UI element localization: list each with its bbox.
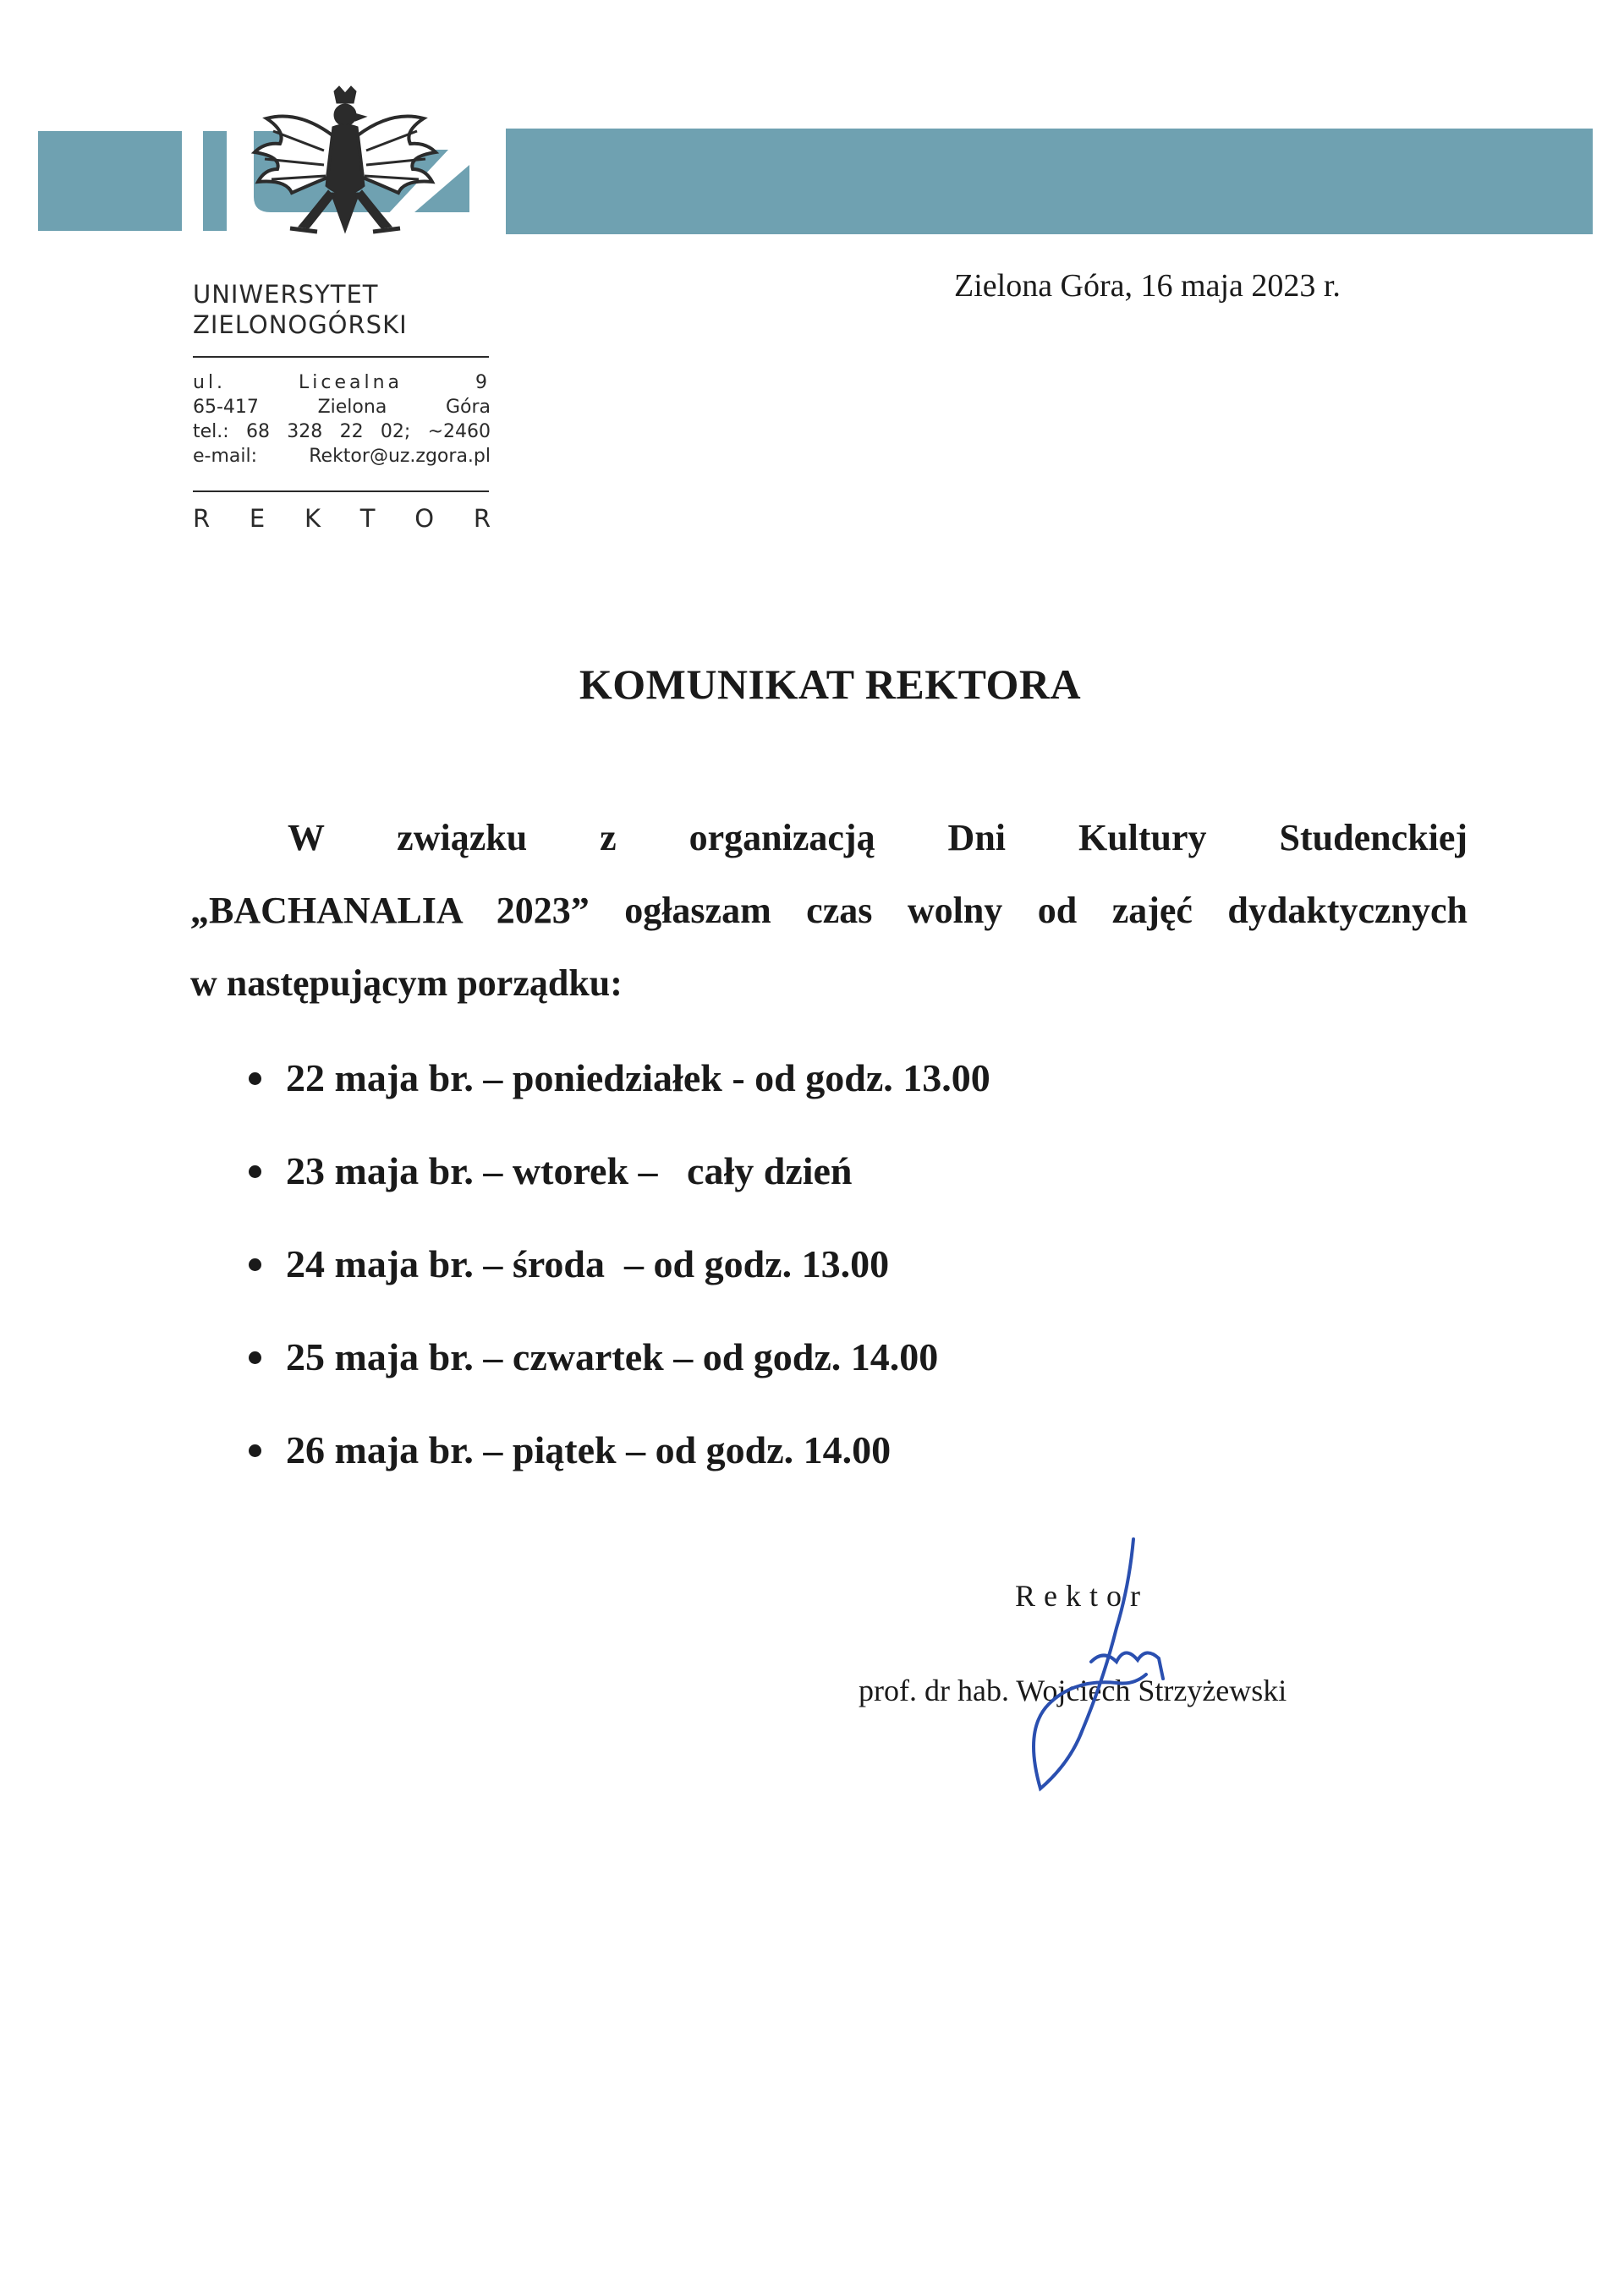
list-item <box>245 1235 1429 1328</box>
list-item <box>245 1142 1429 1235</box>
schedule-item-text: 23 maja br. – wtorek – cały dzień <box>286 1149 853 1192</box>
address-street: ul. Licealna 9 <box>193 372 491 393</box>
schedule-list <box>245 1049 1429 1514</box>
list-item <box>245 1049 1429 1142</box>
body-line-2: „BACHANALIA 2023” ogłaszam czas wolny od zajęć dydaktycznych <box>190 890 1468 931</box>
address-phone: tel.: 68 328 22 02; ~2460 <box>193 421 491 442</box>
schedule-item-text: 25 maja br. – czwartek – od godz. 14.00 <box>286 1335 939 1378</box>
signatory-role: Rektor <box>1015 1579 1149 1613</box>
document-title: KOMUNIKAT REKTORA <box>579 660 1082 708</box>
list-item <box>245 1328 1429 1421</box>
bullet-icon <box>249 1351 261 1364</box>
document-date: Zielona Góra, 16 maja 2023 r. <box>954 268 1341 304</box>
document-body <box>190 808 1468 1026</box>
letterhead-divider-top <box>193 356 489 358</box>
schedule-item-text: 22 maja br. – poniedziałek - od godz. 13.00 <box>286 1056 990 1099</box>
letterhead-band-left <box>38 131 182 231</box>
university-name <box>193 279 489 340</box>
letterhead-address <box>193 370 491 469</box>
university-name-line1: UNIWERSYTET <box>193 280 379 309</box>
bullet-icon <box>249 1165 261 1178</box>
body-line-3: w następującym porządku: <box>190 962 623 1004</box>
office-caption: R E K T O R <box>193 504 491 533</box>
list-item <box>245 1421 1429 1514</box>
university-name-line2: ZIELONOGÓRSKI <box>193 310 408 339</box>
eagle-emblem-icon <box>239 85 451 271</box>
bullet-icon <box>249 1072 261 1085</box>
signatory-name: prof. dr hab. Wojciech Strzyżewski <box>859 1674 1287 1707</box>
handwritten-signature <box>990 1535 1184 1806</box>
bullet-icon <box>249 1444 261 1457</box>
address-email: e-mail: Rektor@uz.zgora.pl <box>193 446 491 467</box>
bullet-icon <box>249 1258 261 1271</box>
letterhead-band-right <box>506 129 1593 234</box>
schedule-item-text: 24 maja br. – środa – od godz. 13.00 <box>286 1242 890 1285</box>
letterhead-divider-bottom <box>193 490 489 492</box>
body-line-1: W związku z organizacją Dni Kultury Studenckiej <box>288 817 1468 858</box>
schedule-item-text: 26 maja br. – piątek – od godz. 14.00 <box>286 1428 892 1471</box>
address-city: 65-417 Zielona Góra <box>193 397 491 418</box>
